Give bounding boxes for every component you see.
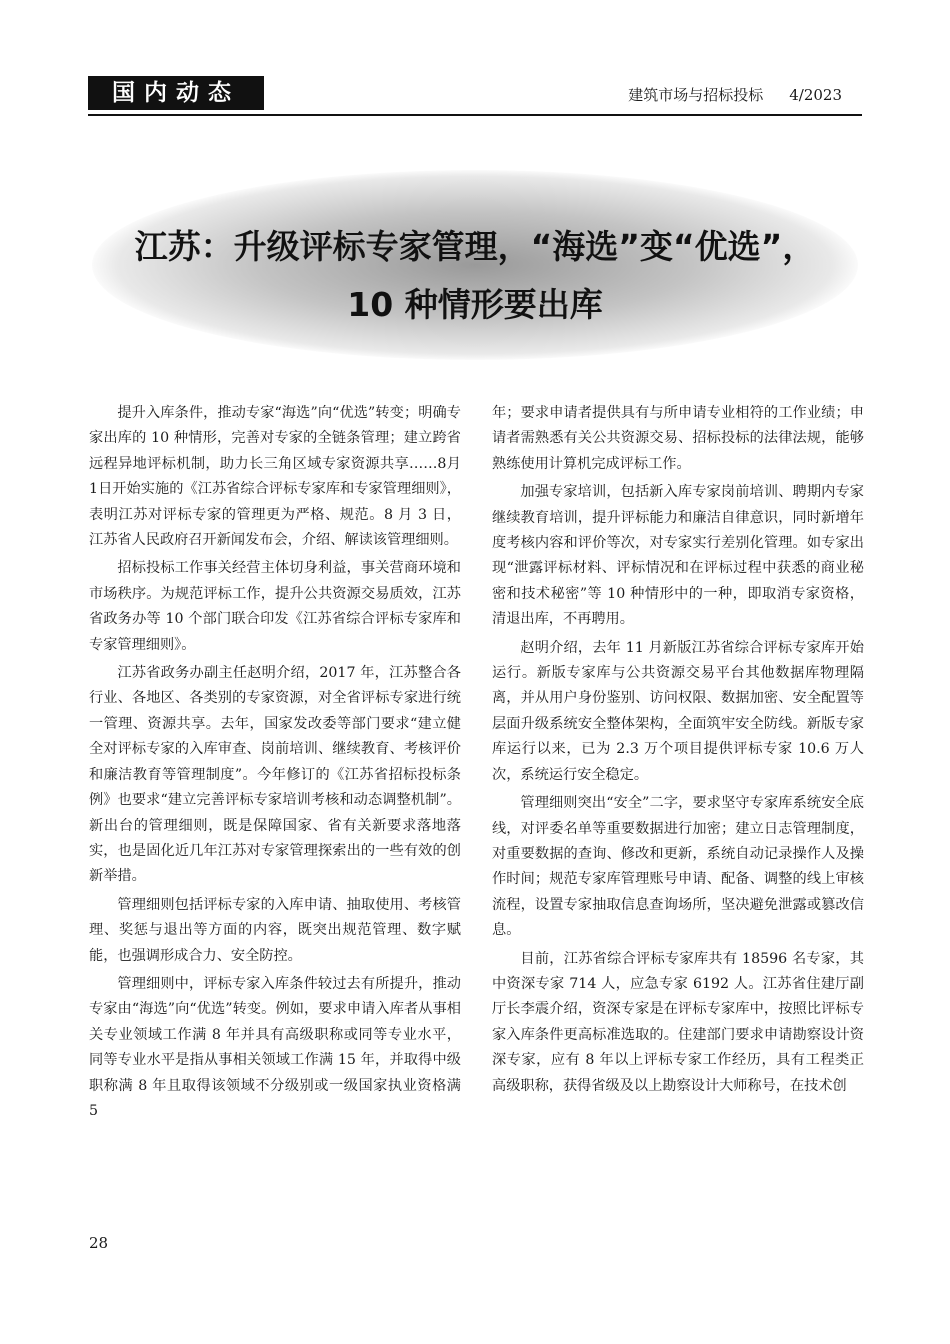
issue-number: 4/2023 — [789, 86, 842, 104]
paragraph: 招标投标工作事关经营主体切身利益，事关营商环境和市场秩序。为规范评标工作，提升公共资源交易质效，江苏省政务办等 10 个部门联合印发《江苏省综合评标专家库和专家管理细则》。 — [89, 560, 461, 653]
section-tag: 国内动态 — [88, 76, 264, 110]
paragraph: 管理细则中，评标专家入库条件较过去有所提升，推动专家由“海选”向“优选”转变。例如，要求申请入库者从事相关专业领域工作满 8 年并具有高级职称或同等专业水平，同等专业水平是指从事相关领域工作满 15 年，并取得中级职称满 8 年且取得该领域不分级别或一级国家执业资格满 5 — [89, 975, 461, 1119]
header-rule — [88, 114, 862, 116]
journal-name: 建筑市场与招标投标 — [628, 86, 764, 104]
article-title — [80, 218, 870, 334]
paragraph: 管理细则突出“安全”二字，要求坚守专家库系统安全底线，对评委名单等重要数据进行加密；建立日志管理制度，对重要数据的查询、修改和更新，系统自动记录操作人及操作时间；规范专家库管理账号申请、配备、调整的线上审核流程，设置专家抽取信息查询场所，坚决避免泄露或篡改信息。 — [492, 795, 864, 939]
paragraph: 提升入库条件，推动专家“海选”向“优选”转变；明确专家出库的 10 种情形，完善对专家的全链条管理；建立跨省远程异地评标机制，助力长三角区域专家资源共享……8月1日开始实施的《江苏省综合评标专家库和专家管理细则》，表明江苏对评标专家的管理更为严格、规范。8 月 3 日，江苏省人民政府召开新闻发布会，介绍、解读该管理细则。 — [89, 405, 461, 549]
paragraph: 年；要求申请者提供具有与所申请专业相符的工作业绩；申请者需熟悉有关公共资源交易、招标投标的法律法规，能够熟练使用计算机完成评标工作。 — [492, 405, 864, 472]
paragraph: 江苏省政务办副主任赵明介绍，2017 年，江苏整合各行业、各地区、各类别的专家资源，对全省评标专家进行统一管理、资源共享。去年，国家发改委等部门要求“建立健全对评标专家的入库审查、岗前培训、继续教育、考核评价和廉洁教育等管理制度”。今年修订的《江苏省招标投标条例》也要求“建立完善评标专家培训考核和动态调整机制”。新出台的管理细则，既是保障国家、省有关新要求落地落实，也是固化近几年江苏对专家管理探索出的一些有效的创新举措。 — [89, 665, 461, 885]
page-number: 28 — [89, 1234, 109, 1252]
paragraph: 赵明介绍，去年 11 月新版江苏省综合评标专家库开始运行。新版专家库与公共资源交易平台其他数据库物理隔离，并从用户身份鉴别、访问权限、数据加密、安全配置等层面升级系统安全整体架构，全面筑牢安全防线。新版专家库运行以来，已为 2.3 万个项目提供评标专家 10.6 万人次，系统运行安全稳定。 — [492, 639, 864, 783]
journal-header — [628, 84, 842, 105]
title-line-1: 江苏：升级评标专家管理，“海选”变“优选”， — [134, 227, 816, 266]
paragraph: 目前，江苏省综合评标专家库共有 18596 名专家，其中资深专家 714 人，应急专家 6192 人。江苏省住建厅副厅长李震介绍，资深专家是在评标专家库中，按照比评标专家入库条件更高标准选取的。住建部门要求申请勘察设计资深专家，应有 8 年以上评标专家工作经历，具有工程类正高级职称，获得省级及以上勘察设计大师称号，在技术创 — [492, 950, 864, 1094]
title-line-2: 10 种情形要出库 — [347, 285, 603, 324]
right-column — [492, 401, 864, 1102]
paragraph: 管理细则包括评标专家的入库申请、抽取使用、考核管理、奖惩与退出等方面的内容，既突出规范管理、数字赋能，也强调形成合力、安全防控。 — [89, 896, 461, 964]
left-column — [89, 401, 461, 1127]
paragraph: 加强专家培训，包括新入库专家岗前培训、聘期内专家继续教育培训，提升评标能力和廉洁自律意识，同时新增年度考核内容和评价等次，对专家实行差别化管理。如专家出现“泄露评标材料、评标情况和在评标过程中获悉的商业秘密和技术秘密”等 10 种情形中的一种，即取消专家资格，清退出库，不再聘用。 — [492, 484, 864, 628]
